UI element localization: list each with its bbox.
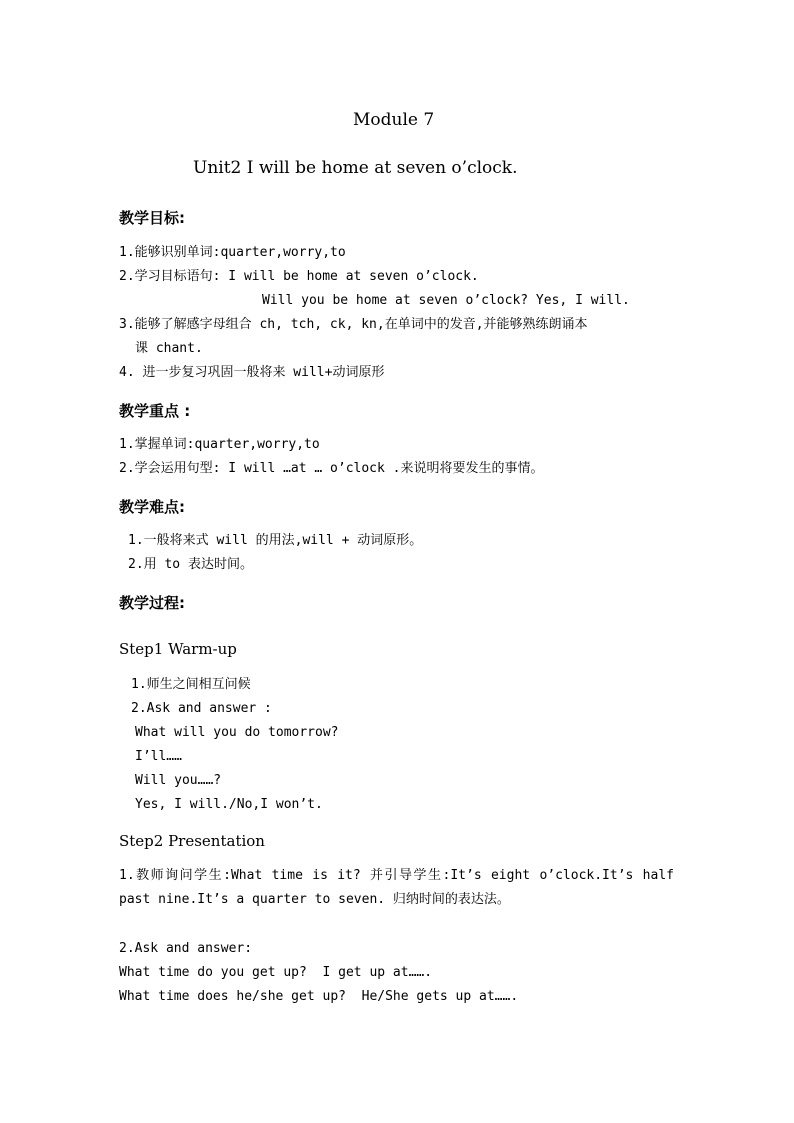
difficulty-item: 1.一般将来式 will 的用法,will + 动词原形。 xyxy=(128,533,423,548)
step1-line: 1.师生之间相互问候 xyxy=(131,677,251,692)
process-heading: 教学过程: xyxy=(119,594,185,612)
difficulties-heading: 教学难点: xyxy=(119,498,185,516)
key-points-heading: 教学重点 : xyxy=(119,402,191,420)
step2-title: Step2 Presentation xyxy=(119,832,265,850)
step2-line: What time does he/she get up? He/She gets up at……. xyxy=(119,989,519,1004)
objective-item: 1.能够识别单词:quarter,worry,to xyxy=(119,245,346,260)
step1-line: Yes, I will./No,I won’t. xyxy=(135,797,323,812)
objective-item: 3.能够了解感字母组合 ch, tch, ck, kn,在单词中的发音,并能够熟练朗诵本 xyxy=(119,317,588,332)
objectives-heading: 教学目标: xyxy=(119,209,185,227)
step1-line: 2.Ask and answer : xyxy=(131,701,272,716)
unit-title: Unit2 I will be home at seven o’clock. xyxy=(193,158,518,178)
objective-item: 4. 进一步复习巩固一般将来 will+动词原形 xyxy=(119,365,385,380)
step1-title: Step1 Warm-up xyxy=(119,640,237,658)
objective-item: 2.学习目标语句: I will be home at seven o’clock. xyxy=(119,269,479,284)
difficulty-item: 2.用 to 表达时间。 xyxy=(128,557,253,572)
objective-item: 课 chant. xyxy=(135,341,203,356)
step1-line: I’ll…… xyxy=(135,749,182,764)
step1-line: What will you do tomorrow? xyxy=(135,725,339,740)
step2-line: What time do you get up? I get up at……. xyxy=(119,965,433,980)
module-title: Module 7 xyxy=(353,110,435,130)
objective-item: Will you be home at seven o’clock? Yes, I will. xyxy=(262,293,630,308)
step2-paragraph: 1.教师询问学生:What time is it? 并引导学生:It’s eight o’clock.It’s half past nine.It’s a quarter to seven. 归纳时间的表达法。 xyxy=(119,868,674,907)
key-point-item: 1.掌握单词:quarter,worry,to xyxy=(119,437,320,452)
key-point-item: 2.学会运用句型: I will …at … o’clock .来说明将要发生的事情。 xyxy=(119,461,544,476)
step1-line: Will you……? xyxy=(135,773,222,788)
step2-line: 2.Ask and answer: xyxy=(119,941,253,956)
